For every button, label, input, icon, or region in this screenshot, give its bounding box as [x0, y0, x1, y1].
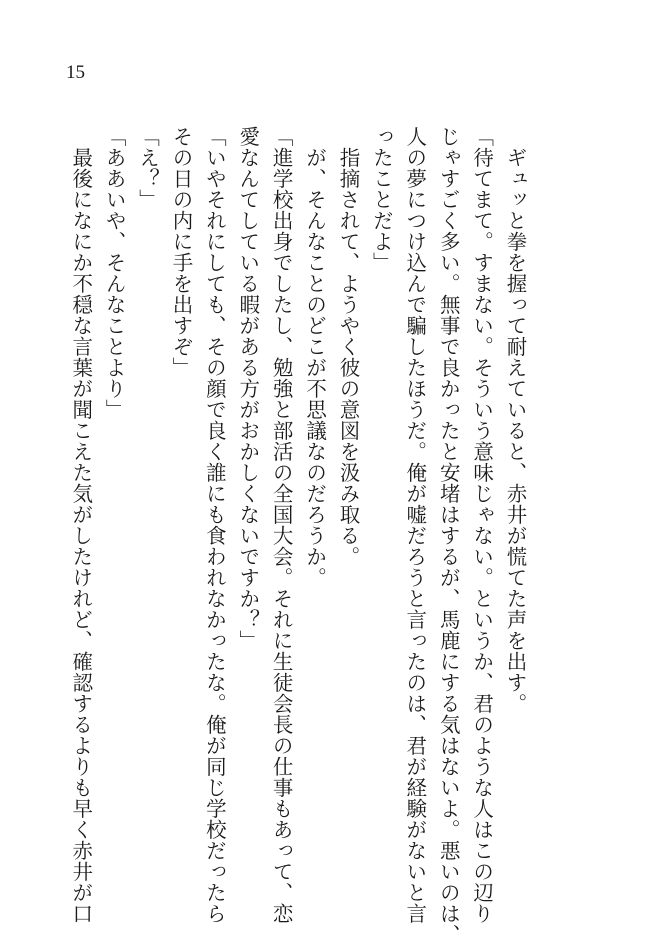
text-line: 「え？」: [135, 126, 160, 210]
text-line: ったことだよ」: [369, 126, 394, 273]
text-line: じゃすごく多い。無事で良かったと安堵はするが、馬鹿にする気はないよ。悪いのは、: [436, 126, 461, 945]
text-line: 「進学校出身でしたし、勉強と部活の全国大会。それに生徒会長の仕事もあって、恋: [269, 126, 294, 924]
text-line: 最後になにか不穏な言葉が聞こえた気がしたけれど、確認するよりも早く赤井が口: [68, 126, 93, 924]
text-line: 愛なんてしている暇がある方がおかしくないですか？」: [235, 126, 260, 651]
text-line: が、そんなことのどこが不思議なのだろうか。: [302, 126, 327, 588]
text-line: 「ああいや、そんなことより」: [102, 126, 127, 420]
text-line: 指摘されて、ようやく彼の意図を汲み取る。: [335, 126, 360, 567]
text-line: 人の夢につけ込んで騙したほうだ。俺が嘘だろうと言ったのは、君が経験がないと言: [402, 126, 427, 924]
body-text: [63, 126, 531, 945]
text-line: ギュッと拳を握って耐えていると、赤井が慌てた声を出す。: [503, 126, 527, 714]
text-line: その日の内に手を出すぞ」: [168, 126, 193, 378]
text-line: 「いやそれにしても、その顔で良く誰にも食われなかったな。俺が同じ学校だったら: [202, 126, 227, 924]
text-line: 「待てまて。すまない。そういう意味じゃない。というか、君のような人はこの辺り: [469, 126, 494, 924]
page-number: 15: [66, 62, 85, 83]
